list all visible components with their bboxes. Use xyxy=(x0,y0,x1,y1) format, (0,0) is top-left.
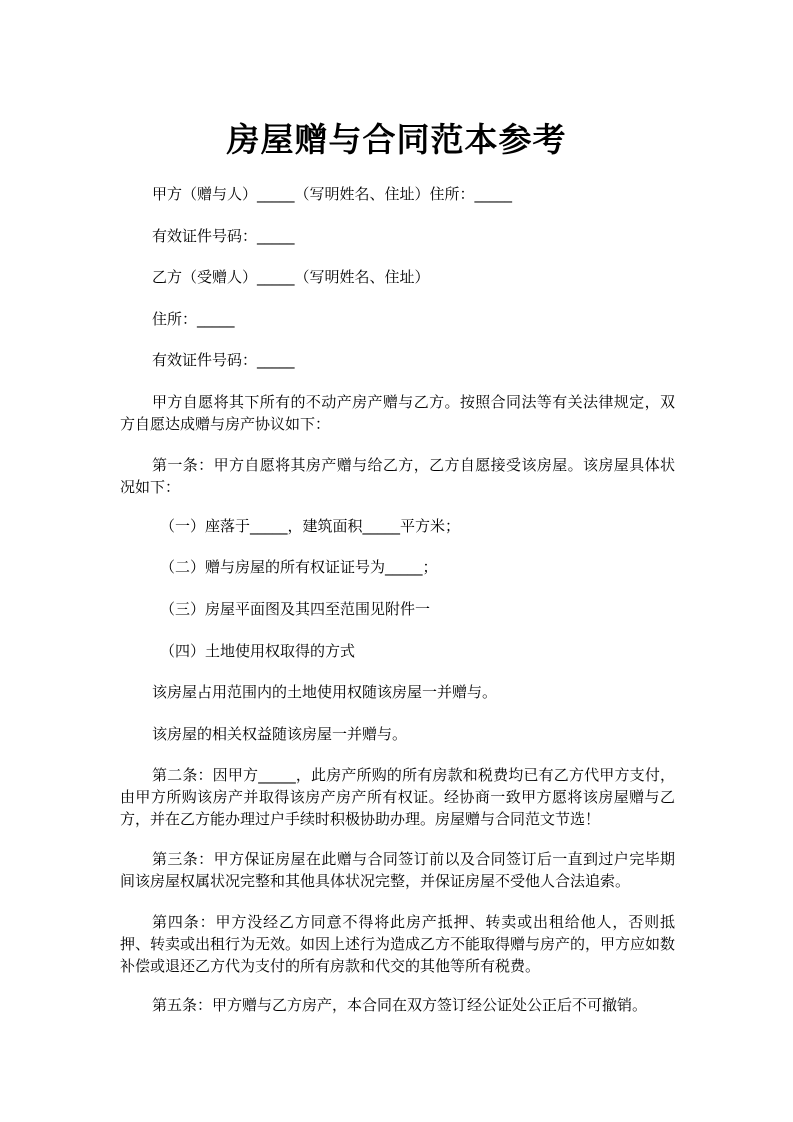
rights-paragraph: 该房屋的相关权益随该房屋一并赠与。 xyxy=(152,725,408,743)
intro-paragraph: 甲方自愿将其下所有的不动产房产赠与乙方。按照合同法等有关法律规定，双方自愿达成赠与房产协议如下： xyxy=(120,393,675,433)
article-4: 第四条：甲方没经乙方同意不得将此房产抵押、转卖或出租给他人，否则抵押、转卖或出租行为无效。如因上述行为造成乙方不能取得赠与房产的，甲方应如数补偿或退还乙方代为支付的所有房款和代交的其他等所有税费。 xyxy=(120,913,676,975)
article-1: 第一条：甲方自愿将其房产赠与给乙方，乙方自愿接受该房屋。该房屋具体状况如下： xyxy=(120,456,675,496)
land-use-paragraph: 该房屋占用范围内的土地使用权随该房屋一并赠与。 xyxy=(152,683,498,701)
party-a-id-line: 有效证件号码：_____ xyxy=(152,227,295,245)
party-a-line: 甲方（赠与人）_____（写明姓名、住址）住所：_____ xyxy=(152,185,513,203)
party-b-address-line: 住所：_____ xyxy=(152,310,235,328)
party-b-id-line: 有效证件号码：_____ xyxy=(152,351,295,369)
article-1-item-1: （一）座落于_____，建筑面积_____平方米； xyxy=(160,517,461,535)
document-title: 房屋赠与合同范本参考 xyxy=(226,120,567,159)
article-1-item-3: （三）房屋平面图及其四至范围见附件一 xyxy=(160,600,431,618)
article-1-item-4: （四）土地使用权取得的方式 xyxy=(160,642,356,660)
article-2: 第二条：因甲方_____，此房产所购的所有房款和税费均已有乙方代甲方支付，由甲方所购该房产并取得该房产房产所有权证。经协商一致甲方愿将该房屋赠与乙方，并在乙方能办理过户手续时积极协助办理。房屋赠与合同范文节选！ xyxy=(120,766,675,828)
article-3: 第三条：甲方保证房屋在此赠与合同签订前以及合同签订后一直到过户完毕期间该房屋权属状况完整和其他具体状况完整，并保证房屋不受他人合法追索。 xyxy=(120,850,675,890)
article-5: 第五条：甲方赠与乙方房产，本合同在双方签订经公证处公正后不可撤销。 xyxy=(152,996,648,1014)
article-1-item-2: （二）赠与房屋的所有权证证号为_____； xyxy=(160,558,438,576)
party-b-line: 乙方（受赠人）_____（写明姓名、住址） xyxy=(152,268,430,286)
